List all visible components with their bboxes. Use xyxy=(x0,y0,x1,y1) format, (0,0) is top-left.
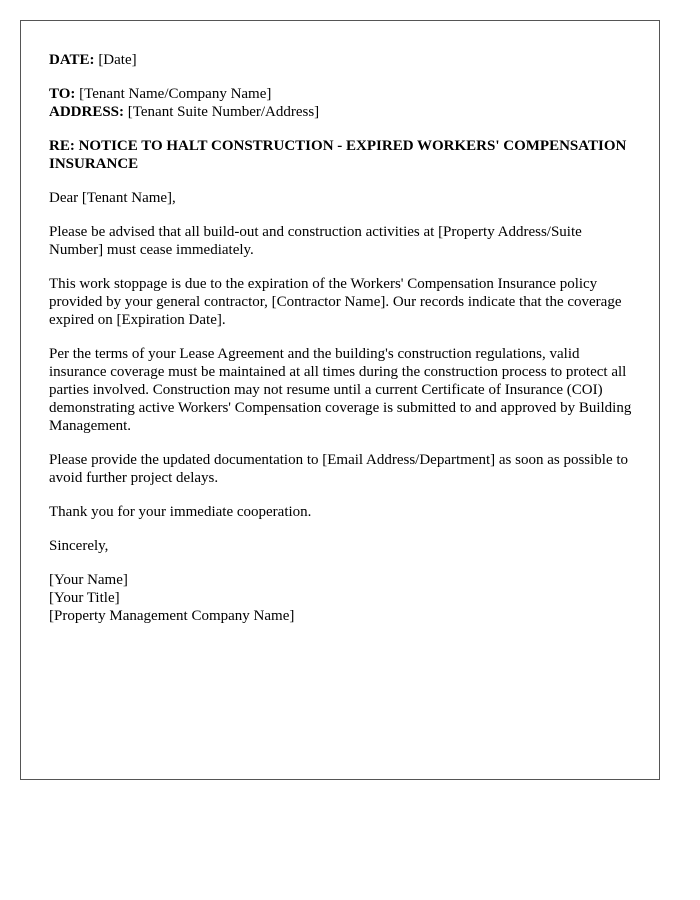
closing: Sincerely, xyxy=(49,538,109,554)
paragraph-4: Please provide the updated documentation to [Email Address/Department] as soon as possible to avoid further project delays. xyxy=(49,452,629,486)
to-value: [Tenant Name/Company Name] xyxy=(79,86,272,102)
to-label: TO: xyxy=(49,86,76,102)
date-value: [Date] xyxy=(98,52,137,68)
signature-title: [Your Title] xyxy=(49,590,120,606)
letter-body xyxy=(49,51,634,625)
address-label: ADDRESS: xyxy=(49,104,125,120)
salutation: Dear [Tenant Name], xyxy=(49,190,176,206)
date-label: DATE: xyxy=(49,52,95,68)
signature-name: [Your Name] xyxy=(49,572,128,588)
to-line xyxy=(49,85,634,103)
paragraph-2: This work stoppage is due to the expiration of the Workers' Compensation Insurance policy provided by your general contractor, [Contractor Name]. Our records indicate that the coverage expired on [Expiration Date]. xyxy=(49,276,622,328)
paragraph-1: Please be advised that all build-out and construction activities at [Property Address/Suite Number] must cease immediately. xyxy=(49,224,582,258)
paragraph-5: Thank you for your immediate cooperation. xyxy=(49,504,312,520)
subject-line: RE: NOTICE TO HALT CONSTRUCTION - EXPIRED WORKERS' COMPENSATION INSURANCE xyxy=(49,138,627,172)
paragraph-3: Per the terms of your Lease Agreement and the building's construction regulations, valid insurance coverage must be maintained at all times during the construction process to protect all parties involved. Construction may not resume until a current Certificate of Insurance (COI) demonstrating active Workers' Compensation coverage is submitted to and approved by Building Management. xyxy=(49,346,632,434)
letter-page xyxy=(20,20,660,780)
address-line xyxy=(49,103,634,121)
address-value: [Tenant Suite Number/Address] xyxy=(127,104,320,120)
date-line xyxy=(49,51,634,69)
signature-company: [Property Management Company Name] xyxy=(49,608,295,624)
